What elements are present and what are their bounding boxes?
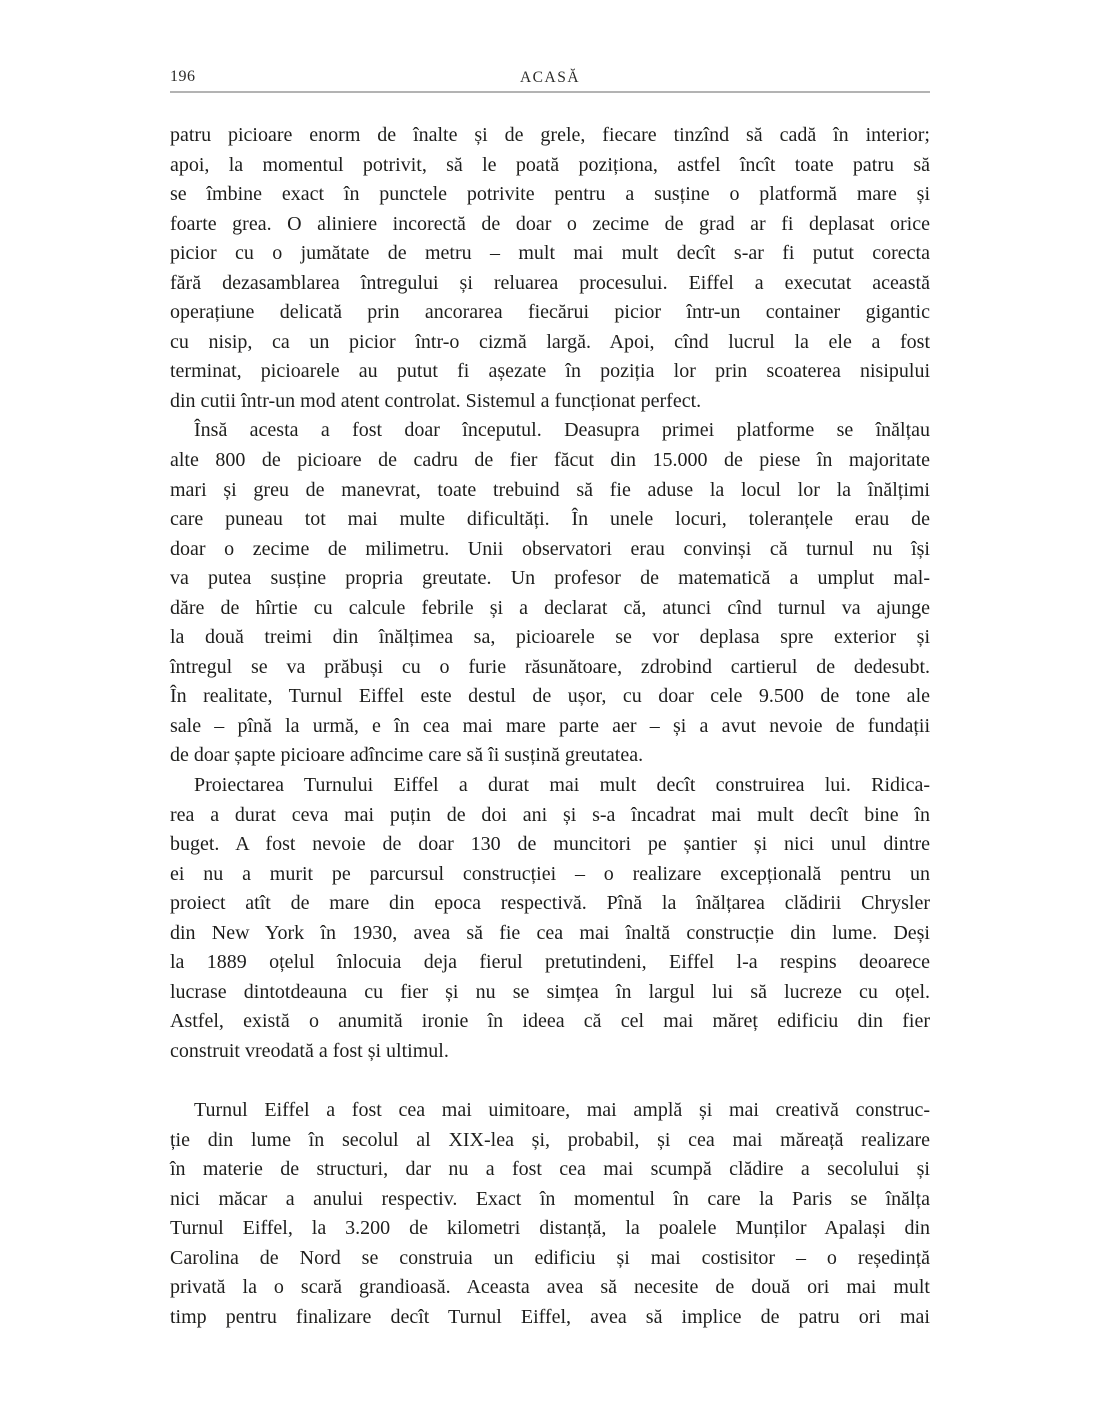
paragraph [170,121,930,416]
text-line: Turnul Eiffel, la 3.200 de kilometri distanță, la poalele Munților Apalași din [170,1217,930,1240]
text-line: nici măcar a anului respectiv. Exact în momentul în care la Paris se înălța [170,1187,930,1210]
text-line: rea a durat ceva mai puțin de doi ani și s-a încadrat mai mult decît bine în [170,803,930,826]
body-text [170,121,930,1332]
running-head-title: ACASĂ [519,69,581,86]
text-line: întregul se va prăbuși cu o furie răsunătoare, zdrobind cartierul de dedesubt. [170,655,930,678]
text-line: buget. A fost nevoie de doar 130 de muncitori pe șantier și nici unul dintre [170,833,930,856]
text-line: Carolina de Nord se construia un edificiu și mai costisitor – o reședință [170,1246,930,1269]
text-line: lucrase dintotdeauna cu fier și nu se simțea în largul lui să lucreze cu oțel. [170,980,930,1003]
page-header [170,68,930,90]
text-line: fără dezasamblarea întregului și reluarea procesului. Eiffel a executat această [170,271,930,294]
text-line: Astfel, există o anumită ironie în ideea că cel mai măreț edificiu din fier [170,1010,930,1033]
text-line: terminat, picioarele au putut fi așezate în poziția lor prin scoaterea nisipului [170,360,930,383]
text-line: ție din lume în secolul al XIX-lea și, probabil, și cea mai măreață realizare [170,1128,930,1151]
text-line: proiect atît de mare din epoca respectivă. Pînă la înălțarea clădirii Chrysler [170,892,930,915]
text-line: din cutii într-un mod atent controlat. Sistemul a funcționat perfect. [170,389,702,412]
text-line: operațiune delicată prin ancorarea fiecărui picior într-un container gigantic [170,301,930,324]
text-line: Proiectarea Turnului Eiffel a durat mai mult decît construirea lui. Ridica- [194,774,930,797]
paragraph [170,771,930,1066]
text-line: de doar șapte picioare adîncime care să îi susțină greutatea. [170,744,644,767]
text-line: mari și greu de manevrat, toate trebuind să fie aduse la locul lor la înălțimi [170,478,930,501]
text-line: apoi, la momentul potrivit, să le poată poziționa, astfel încît toate patru să [170,153,930,176]
text-line: Însă acesta a fost doar începutul. Deasupra primei platforme se înălțau [194,419,930,442]
text-line: la 1889 oțelul înlocuia deja fierul pretutindeni, Eiffel l-a respins deoarece [170,951,930,974]
text-line: va putea susține propria greutate. Un profesor de matematică a umplut mal- [170,567,930,590]
text-line: privată la o scară grandioasă. Aceasta avea să necesite de două ori mai mult [170,1276,930,1299]
text-line: care puneau tot mai multe dificultăți. În unele locuri, toleranțele erau de [170,508,930,531]
text-line: se îmbine exact în punctele potrivite pentru a susține o platformă mare și [170,183,930,206]
text-line: foarte grea. O aliniere incorectă de doar o zecime de grad ar fi deplasat orice [170,212,930,235]
text-line: ei nu a murit pe parcursul construcției – o realizare excepțională pentru un [170,862,930,885]
page-number: 196 [170,68,196,85]
text-line: din New York în 1930, avea să fie cea mai înaltă construcție din lume. Deși [170,921,930,944]
text-line: în materie de structuri, dar nu a fost cea mai scumpă clădire a secolului și [170,1158,930,1181]
text-line: sale – pînă la urmă, e în cea mai mare parte aer – și a avut nevoie de fundații [170,714,930,737]
text-line: doar o zecime de milimetru. Unii observatori erau convinși că turnul nu își [170,537,930,560]
text-line: patru picioare enorm de înalte și de grele, fiecare tinzînd să cadă în interior; [170,124,930,146]
text-line: alte 800 de picioare de cadru de fier făcut din 15.000 de piese în majoritate [170,449,930,472]
text-line: Turnul Eiffel a fost cea mai uimitoare, mai amplă și mai creativă construc- [194,1099,930,1122]
text-line: În realitate, Turnul Eiffel este destul de ușor, cu doar cele 9.500 de tone ale [170,685,930,708]
header-rule [170,91,930,93]
paragraph [170,416,930,771]
paragraph [170,1096,930,1332]
text-line: construit vreodată a fost și ultimul. [170,1039,449,1062]
text-line: picior cu o jumătate de metru – mult mai mult decît s-ar fi putut corecta [170,242,930,265]
text-line: cu nisip, ca un picior într-o cizmă largă. Apoi, cînd lucrul la ele a fost [170,330,930,353]
text-line: timp pentru finalizare decît Turnul Eiffel, avea să implice de patru ori mai [170,1305,930,1328]
text-line: dăre de hîrtie cu calcule febrile și a declarat că, atunci cînd turnul va ajunge [170,596,930,619]
text-line: la două treimi din înălțimea sa, picioarele se vor deplasa spre exterior și [170,626,930,649]
